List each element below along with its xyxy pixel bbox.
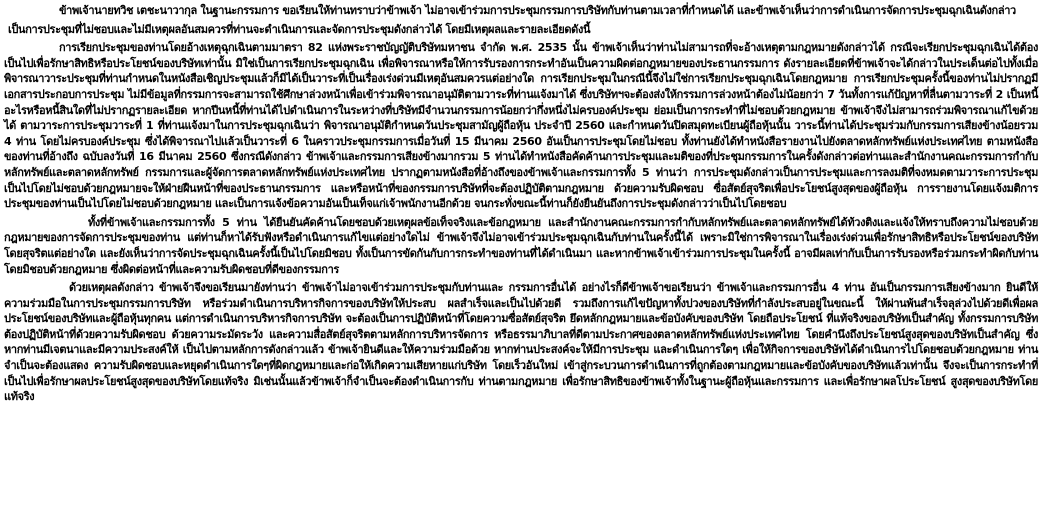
paragraph-conclusion: ด้วยเหตุผลดังกล่าว ข้าพเจ้าจึงขอเรียนมายังท่านว่า ข้าพเจ้าไม่อาจเข้าร่วมการประชุมกับท่านและ กรรมการอื่นได้ อย่างไรก็ดีข้าพเจ้าขอเรียนว่า ข้าพเจ้าและกรรมการอื่น 4 ท่าน อันเป็นกรรมการเสียงข้างมาก ยินดีให้ความร่วมมือในการประชุมกรรมการบริษัท หรือร่วมดำเนินการบริหารกิจการของบริษัทให้ประสบ ผลสำเร็จและเป็นไปด้วยดี รวมถึงการแก้ไขปัญหาทั้งปวงของบริษัทที่กำลังประสบอยู่ในขณะนี้ ให้ผ่านพ้นสำเร็จลุล่วงไปด้วยดีเพื่อผลประโยชน์ของบริษัทและผู้ถือหุ้นทุกคน แต่การดำเนินการบริหารกิจการบริษัท จะต้องเป็นการปฏิบัติหน้าที่โดยความซื่อสัตย์สุจริต ยึดหลักกฎหมายและข้อบังคับของบริษัท โดยถือประโยชน์ ที่แท้จริงของบริษัทเป็นสำคัญ ทั้งกรรมการบริษัทต้องปฏิบัติหน้าที่ด้วยความรับผิดชอบ ด้วยความระมัดระวัง และความสื่อสัตย์สุจริตตามหลักการบริหารจัดการ หรือธรรมาภิบาลที่ดีตามประกาศของตลาดหลักทรัพย์แห่งประเทศไทย โดยคำนึงถึงประโยชน์สูงสุดของบริษัทเป็นสำคัญ ซึ่งหากท่านมีเจตนาและมีความประสงค์ให้ เป็นไปตามหลักการดังกล่าวแล้ว ข้าพเจ้ายินดีและให้ความร่วมมือด้วย หากท่านประสงค์จะให้มีการประชุม และดำเนินการใดๆ เพื่อให้กิจการของบริษัทได้ดำเนินการไปโดยชอบด้วยกฎหมาย ท่านจำเป็นจะต้องแสดง ความรับผิดชอบและหยุดดำเนินการใดๆที่ผิดกฎหมายและก่อให้เกิดความเสียหายแก่บริษัท โดยเร็วอันใหม่ เข้าสู่กระบวนการดำเนินการที่ถูกต้องตามกฎหมายและข้อบังคับของบริษัทแล้วเท่านั้น จึงจะเป็นการกระทำที่ เป็นไปเพื่อรักษาผลประโยชน์สูงสุดของบริษัทโดยแท้จริง มิเช่นนั้นแล้วข้าพเจ้าก็จำเป็นจะต้องดำเนินการกับ ท่านตามกฎหมาย เพื่อรักษาสิทธิของข้าพเจ้าทั้งในฐานะผู้ถือหุ้นและกรรมการ และเพื่อรักษาผลโประโยชน์ สูงสุดของบริษัทโดยแท้จริง <box>4 281 1038 404</box>
letter-body <box>4 3 1038 408</box>
paragraph-legal-grounds: การเรียกประชุมของท่านโดยอ้างเหตุฉุกเฉินตามมาตรา 82 แห่งพระราชบัญญัติบริษัทมหาชน จำกัด พ.ศ. 2535 นั้น ข้าพเจ้าเห็นว่าท่านไม่สามารถที่จะอ้างเหตุตามกฎหมายดังกล่าวได้ กรณีจะเรียกประชุมฉุกเฉินได้ต้องเป็นไปเพื่อรักษาสิทธิหรือประโยชน์ของบริษัทเท่านั้น มิใช่เป็นการเรียกประชุมฉุกเฉิน เพื่อพิจารณาหรือให้การรับรองการกระทำอันเป็นความผิดต่อกฎหมายของประธานกรรมการ ดังรายละเอียดที่ข้าพเจ้าจะได้กล่าวในประเด็นต่อไปทั้งเมื่อพิจารณาวาระประชุมที่ท่านกำหนดในหนังสือเชิญประชุมแล้วก็มิได้เป็นวาระที่เป็นเรื่องเร่งด่วนมีเหตุอันสมควรแต่อย่างใด การเรียกประชุมในกรณีนี้จึงไม่ใช่การเรียกประชุมฉุกเฉินโดยกฎหมาย การเรียกประชุมครั้งนี้ของท่านไม่ปรากฏมีเอกสารประกอบการประชุม ไม่มีข้อมูลที่กรรมการจะสามารถใช้ศึกษาล่วงหน้าเพื่อเข้าร่วมพิจารณาอนุมัติตามวาระที่ท่านแจ้งมาได้ ซึ่งบริษัทฯจะต้องส่งให้กรรมการล่วงหน้าต้องไม่น้อยกว่า 7 วันทั้งการแก้ปัญหาที่ลื่นตามวาระที่ 2 เป็นหนี้อะไรหรือหนี้สินใดที่ไม่ปรากฏรายละเอียด หากปีนหนี้ที่ท่านได้ไปดำเนินการในระหว่างที่บริษัทมีจำนวนกรรมการน้อยกว่ากึ่งหนึ่งไม่ครบองค์ประชุม ย่อมเป็นการกระทำที่ไม่ชอบด้วยกฎหมาย ข้าพเจ้าจึงไม่สามารถร่วมพิจารณาแก้ไขด้วยได้ ตามวาระการประชุมวาระที่ 1 ที่ท่านแจ้งมาในการประชุมฉุกเฉินว่า พิจารณาอนุมัติกำหนดวันประชุมสามัญผู้ถือหุ้น ประจำปี 2560 และกำหนดวันปิดสมุดทะเบียนผู้ถือหุ้นนั้น วาระนี้ท่านได้ประชุมร่วมกับกรรมการเสียงข้างน้อยรวม 4 ท่าน โดยไม่ครบองค์ประชุม ซึ่งได้พิจารณาไปแล้วเป็นวาระที่ 6 ในคราวประชุมกรรมการเมื่อวันที่ 15 มีนาคม 2560 อันเป็นการประชุมโดยไม่ชอบ ทั้งท่านยังได้ทำหนังสือรายงานไปยังตลาดหลักทรัพย์แห่งประเทศไทย ตามหนังสือของท่านที่อ้างถึง ฉบับลงวันที่ 16 มีนาคม 2560 ซึ่งกรณีดังกล่าว ข้าพเจ้าและกรรมการเสียงข้างมากรวม 5 ท่านได้ทำหนังสือคัดค้านการประชุมและมติของที่ประชุมกรรมการในครั้งดังกล่าวต่อท่านและสำนักงานคณะกรรมการกำกับหลักทรัพย์และตลาดหลักทรัพย์ กรรมการและผู้จัดการตลาดหลักทรัพย์แห่งประเทศไทย ปรากฏตามหนังสือที่อ้างถึงของข้าพเจ้าและกรรมการทั้ง 5 ท่านว่า การประชุมดังกล่าวเป็นการประชุมและการลงมติที่จงหมดตามวาระการประชุม เป็นไปโดยไม่ชอบด้วยกฎหมายจะให้ฝ่ายฝืนหน้าที่ของประธานกรรมการ และหรือหน้าที่ของกรรมการบริษัทที่จะต้องปฏิบัติตามกฎหมาย ด้วยความรับผิดชอบ ซื่อสัตย์สุจริตเพื่อประโยชน์สูงสุดของผู้ถือหุ้น การรายงานโดยแจ้งมติการประชุมของท่านเป็นไปโดยไม่ชอบด้วยกฎหมาย และเป็นการแจ้งข้อความอันเป็นเท็จแก่เจ้าพนักงานอีกด้วย จนกระทั่งขณะนี้ท่านก็ยังยืนยันถึงการประชุมดังกล่าวว่าเป็นไปโดยชอบ <box>4 41 1038 211</box>
paragraph-intro: ข้าพเจ้านายทวิช เตชะนาวากุล ในฐานะกรรมการ ขอเรียนให้ท่านทราบว่าข้าพเจ้า ไม่อาจเข้าร่วมการประชุมกรรมการบริษัทกับท่านตามเวลาที่กำหนดได้ และข้าพเจ้าเห็นว่าการดำเนินการจัดการประชุมฉุกเฉินดังกล่าว <box>59 4 1016 17</box>
paragraph-reason-summary: เป็นการประชุมที่ไม่ชอบและไม่มีเหตุผลอันสมควรที่ท่านจะดำเนินการและจัดการประชุมดังกล่าวได้ โดยมีเหตุผลและรายละเอียดดังนี้ <box>8 22 591 36</box>
paragraph-objection: ทั้งที่ข้าพเจ้าและกรรมการทั้ง 5 ท่าน ได้ยืนยันคัดค้านโดยชอบด้วยเหตุผลข้อเท็จจริงและข้อกฎหมาย และสำนักงานคณะกรรมการกำกับหลักทรัพย์และตลาดหลักทรัพย์ได้ท้วงติงและแจ้งให้ทราบถึงความไม่ชอบด้วยกฎหมายของการจัดการประชุมของท่าน แต่ท่านก็หาได้รับฟังหรือดำเนินการแก้ไขแต่อย่างใดไม่ ข้าพเจ้าจึงไม่อาจเข้าร่วมประชุมฉุกเฉินกับท่านในครั้งนี้ได้ เพราะมิใช่การพิจารณาในเรื่องเร่งด่วนเพื่อรักษาสิทธิหรือประโยชน์ของบริษัทโดยสุจริตแต่อย่างใด และยังเห็นว่าการจัดประชุมฉุกเฉินครั้งนี้เป็นไปโดยมิชอบ ทั้งเป็นการขัดกันกับการกระทำของท่านที่ได้ดำเนินมา และหากข้าพเจ้าเข้าร่วมการประชุมในครั้งนี้ อาจมีผลเท่ากับเป็นการรับรองหรือร่วมกระทำผิดกับท่านโดยมิชอบด้วยกฎหมาย ซึ่งผิดต่อหน้าที่และความรับผิดชอบที่ดีของกรรมการ <box>4 215 1038 276</box>
